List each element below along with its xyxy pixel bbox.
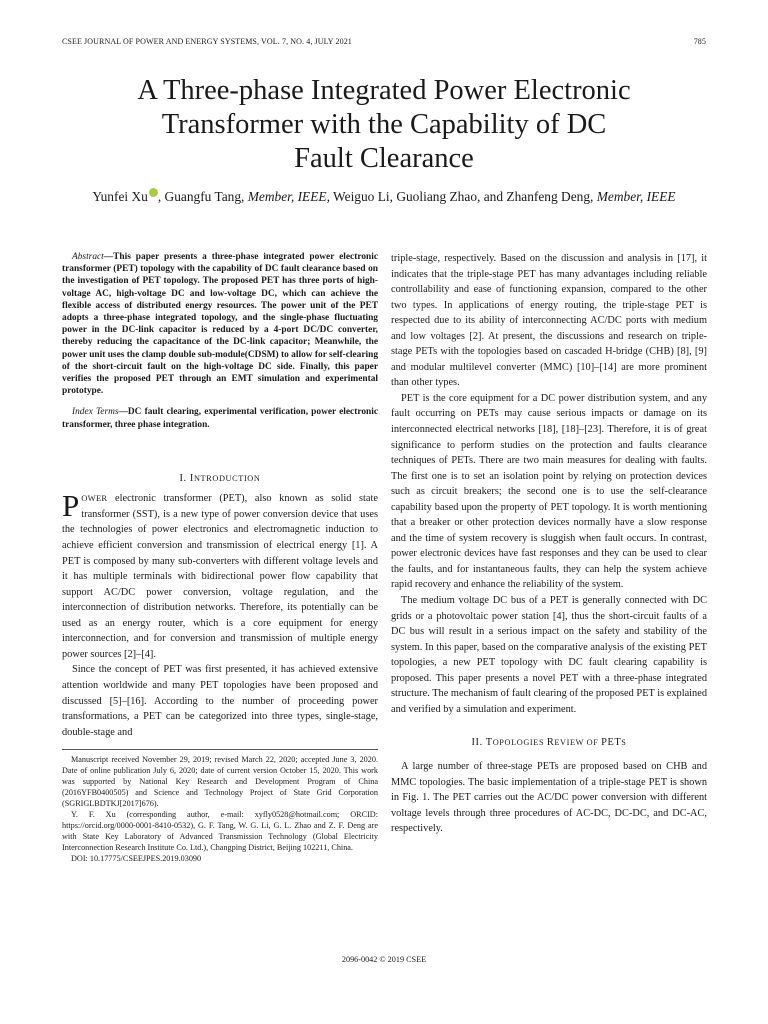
paper-title	[62, 74, 706, 176]
section-title-rest: S	[621, 738, 627, 748]
intro-paragraph-4: PET is the core equipment for a DC power distribution system, and any fault occurring on PETs may cause serious impacts or damage on its interconnected electrical networks [18], [18]–[23]. Therefore, it is of great significance to perform studies on the protection and faults clearance techniques of PETs. There are two main measures for dealing with faults. The first one is to set an isolation point by relying on protection devices such as circuit breakers; the second one is to use the self-clearance capability based upon the property of PET topology. It is worth mentioning that a breaker or other protection devices normally have a slow response and the time of system recovery is sluggish when fault occurs. In contrast, power electronic devices have fast responses and they can be used to clear the faults, and for instantaneous faults, they can help the system achieve rapid recovery and enhance the reliability of the system.	[391, 392, 707, 591]
member-title: Member, IEEE,	[247, 189, 330, 204]
paragraph-text: electronic transformer (PET), also known as solid state transformer (SST), is a new type of power conversion device that uses the technologies of power electronics and electromagnetic induction to achieve efficient conversion and transmission of electrical energy [1]. A PET is composed by many sub-converters with different voltage levels and it has multiple terminals with bidirectional power flow capability that support AC/DC power conversion, voltage regulation, and the interconnection of distribution networks. Therefore, its potentially can be used as an energy router, which is a core equipment for energy interconnection, and for conversion and transmission of multiple energy power sources [2]–[4].	[62, 493, 378, 660]
title-line-3: Fault Clearance	[294, 143, 474, 174]
member-title: Member, IEEE	[596, 189, 676, 204]
footnote-divider	[62, 749, 378, 750]
abstract-label: Abstract	[72, 252, 104, 262]
section-title-rest: NTRODUCTION	[193, 473, 261, 483]
index-terms-label: Index Terms	[72, 407, 119, 418]
running-header	[62, 37, 706, 46]
title-line-1: A Three-phase Integrated Power Electronic	[137, 75, 631, 106]
title-line-2: Transformer with the Capability of DC	[161, 109, 607, 140]
intro-paragraph-2: Since the concept of PET was first presented, it has achieved extensive attention worldwide and many PET topologies have been proposed and discussed [5]–[16]. According to the number of proceeding power transformations, a PET can be categorized into three types, single-stage, double-stage and	[62, 664, 378, 738]
section-number: I.	[179, 472, 190, 484]
drop-cap: P	[62, 488, 80, 524]
abstract-text: —This paper presents a three-phase integrated power electronic transformer (PET) topology with the capability of DC fault clearance based on the investigation of PET topology. The proposed PET has three ports of high-voltage AC, high-voltage DC and low-voltage DC, which can achieve the flexible access of distributed energy resources. The power unit of the PET adopts a three-phase integrated topology, and the single-phase fluctuating power in the DC-link capacitor is reduced by a 4-port DC/DC converter, thereby reducing the capacitance of the DC-link capacitor; Meanwhile, the power unit uses the clamp double sub-module(CDSM) to allow for self-clearing of the short-circuit fault on the high-voltage DC side. Finally, this paper verifies the proposed PET through an EMT simulation and experimental prototype.	[62, 252, 378, 397]
left-column	[62, 251, 378, 864]
section-heading-topologies	[391, 735, 707, 751]
section-title-initial: I	[189, 472, 194, 484]
section-title-rest: OPOLOGIES	[492, 738, 547, 748]
right-column	[391, 251, 707, 837]
section-number: II.	[471, 737, 486, 749]
author-name: Yunfei Xu	[92, 189, 148, 204]
footnote-doi[interactable]: DOI: 10.17775/CSEEJPES.2019.03090	[71, 854, 202, 864]
first-word: OWER	[81, 493, 108, 504]
section-title-initial: R	[546, 737, 555, 749]
index-terms	[62, 406, 378, 430]
author-names: , Guangfu Tang,	[157, 189, 248, 204]
author-names: Weiguo Li, Guoliang Zhao, and Zhanfeng Deng,	[329, 189, 597, 204]
intro-paragraph-3: triple-stage, respectively. Based on the discussion and analysis in [17], it indicates that the triple-stage PET has many advantages including reliable controllability and ease of functioning expansion, compared to the other two types. In applications of energy routing, the triple-stage PET is respected due to its ability of interconnecting AC/DC ports with medium and low voltages [2]. At present, the discussions and research on triple-stage PETs with the topologies based on cascaded H-bridge (CHB) [8], [9] and modular multilevel converter (MMC) [10]–[14] are more prominent than other types.	[391, 253, 707, 389]
topologies-paragraph-1: A large number of three-stage PETs are proposed based on CHB and MMC topologies. The basic implementation of a triple-stage PET is shown in Fig. 1. The PET carries out the AC/DC power conversion with different voltage levels through three procedures of AC-DC, DC-DC, and DC-AC, respectively.	[391, 760, 707, 835]
abstract	[62, 251, 378, 397]
intro-paragraph-1	[62, 488, 378, 662]
section-title-initial: T	[485, 737, 493, 749]
page-footer: 2096-0042 © 2019 CSEE	[341, 955, 427, 964]
section-title-initial: PET	[601, 737, 622, 749]
footnote-manuscript: Manuscript received November 29, 2019; revised March 22, 2020; accepted June 3, 2020. Date of online publication July 6, 2020; date of current version October 15, 2020. This work was supported by National Key Research and Development Program of China (2016YFB0400505) and Science and Technology Project of State Grid Corporation (SGRIGLBDTKJ[2017]676).	[62, 755, 378, 809]
orcid-icon[interactable]	[149, 188, 158, 197]
index-terms-text: —DC fault clearing, experimental verification, power electronic transformer, three phase integration.	[62, 407, 379, 430]
footnote-authors: Y. F. Xu (corresponding author, e-mail: xyfly0528@hotmail.com; ORCID: https://orcid.org/0000-0001-8410-0532), G. F. Tang, W. G. Li, G. L. Zhao and Z. F. Deng are with State Key Laboratory of Advanced Transmission Technology (Global Electricity Interconnection Research Institute Co. Ltd.), Changping District, Beijing 102211, China.	[62, 810, 378, 853]
section-title-rest: EVIEW OF	[554, 738, 602, 748]
intro-paragraph-5: The medium voltage DC bus of a PET is generally connected with DC grids or a photovoltaic power station [4], thus the short-circuit faults of a DC bus will result in a serious impact on the safety and stability of the system. In this paper, based on the comparative analysis of the existing PET topologies, a new PET topology with DC fault clearing capability is proposed. This paper presents a novel PET with a three-phase integrated structure. The mechanism of fault clearing of the proposed PET is explained and verified by a simulation and experiment.	[391, 595, 707, 715]
section-heading-introduction	[62, 471, 378, 487]
author-list	[62, 188, 706, 206]
page-number: 785	[693, 37, 706, 46]
journal-name: CSEE JOURNAL OF POWER AND ENERGY SYSTEMS, VOL. 7, NO. 4, JULY 2021	[62, 37, 352, 46]
